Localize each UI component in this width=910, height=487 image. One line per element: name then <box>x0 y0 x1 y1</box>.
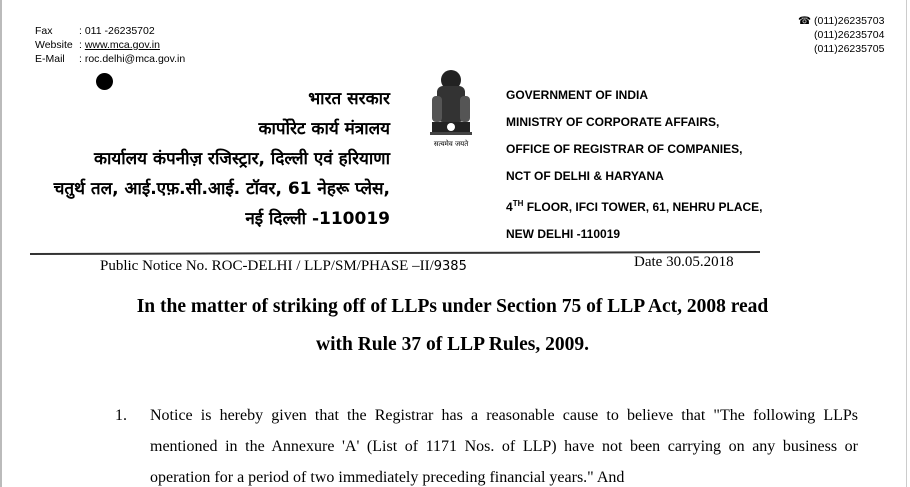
hindi-header <box>54 84 390 234</box>
scan-edge-right <box>906 0 907 487</box>
title-line-1: In the matter of striking off of LLPs under Section 75 of LLP Act, 2008 read <box>136 296 769 317</box>
floor-number: 4 <box>506 200 513 214</box>
website-link[interactable]: www.mca.gov.in <box>84 39 160 51</box>
contact-block: Fax : 011 -26235702 Website : www.mca.gov.in E-Mail : roc.delhi@mca.gov.in <box>35 25 186 65</box>
national-emblem-icon <box>420 66 482 156</box>
phone-block <box>798 14 884 56</box>
hindi-line-2: कार्पोरेट कार्य मंत्रालय <box>258 119 390 139</box>
english-line-6: NEW DELHI -110019 <box>506 227 621 241</box>
floor-suffix: TH <box>512 199 524 208</box>
notice-number-text: Public Notice No. ROC-DELHI / LLP/SM/PHASE –II/ <box>100 258 434 274</box>
english-line-2: MINISTRY OF CORPORATE AFFAIRS, <box>506 115 720 129</box>
phone-2: (011)26235704 <box>814 29 885 41</box>
email-label: E-Mail <box>35 53 65 65</box>
notice-date: Date 30.05.2018 <box>634 254 734 270</box>
phone-1: (011)26235703 <box>814 15 885 27</box>
address-text: FLOOR, IFCI TOWER, 61, NEHRU PLACE, <box>523 200 763 214</box>
paragraph-number: 1. <box>115 407 127 424</box>
phone-icon: ☎ <box>798 15 814 27</box>
notice-number <box>100 258 467 275</box>
handwritten-number: 9385 <box>433 259 467 274</box>
hindi-line-4: चतुर्थ तल, आई.एफ़.सी.आई. टॉवर, 61 नेहरू प्लेस, <box>53 179 390 199</box>
email-value: roc.delhi@mca.gov.in <box>84 53 186 65</box>
paragraph-text: Notice is hereby given that the Registrar has a reasonable cause to believe that "The following LLPs mentioned in the Annexure 'A' (List of 1171 Nos. of LLP) have not been carrying on any business or operation for a period of two immediately preceding financial years." And <box>150 407 858 486</box>
emblem-motto: सत्यमेव जयते <box>433 140 469 148</box>
website-label: Website <box>35 39 73 51</box>
english-line-1: GOVERNMENT OF INDIA <box>506 88 649 102</box>
phone-3: (011)26235705 <box>814 43 885 55</box>
scan-edge-left <box>0 0 2 487</box>
fax-value: : 011 -26235702 <box>79 25 155 37</box>
title-line-2: with Rule 37 of LLP Rules, 2009. <box>315 334 590 355</box>
hindi-line-3: कार्यालय कंपनीज़ रजिस्ट्रार, दिल्ली एवं हरियाणा <box>93 149 390 169</box>
notice-title <box>90 288 815 364</box>
english-line-5 <box>506 190 763 221</box>
hindi-line-5: नई दिल्ली -110019 <box>245 209 390 229</box>
english-line-3: OFFICE OF REGISTRAR OF COMPANIES, <box>506 142 743 156</box>
fax-label: Fax <box>35 25 53 37</box>
paragraph-1 <box>115 400 858 487</box>
english-line-4: NCT OF DELHI & HARYANA <box>506 169 664 183</box>
english-header <box>506 82 763 248</box>
hindi-line-1: भारत सरकार <box>308 89 390 109</box>
